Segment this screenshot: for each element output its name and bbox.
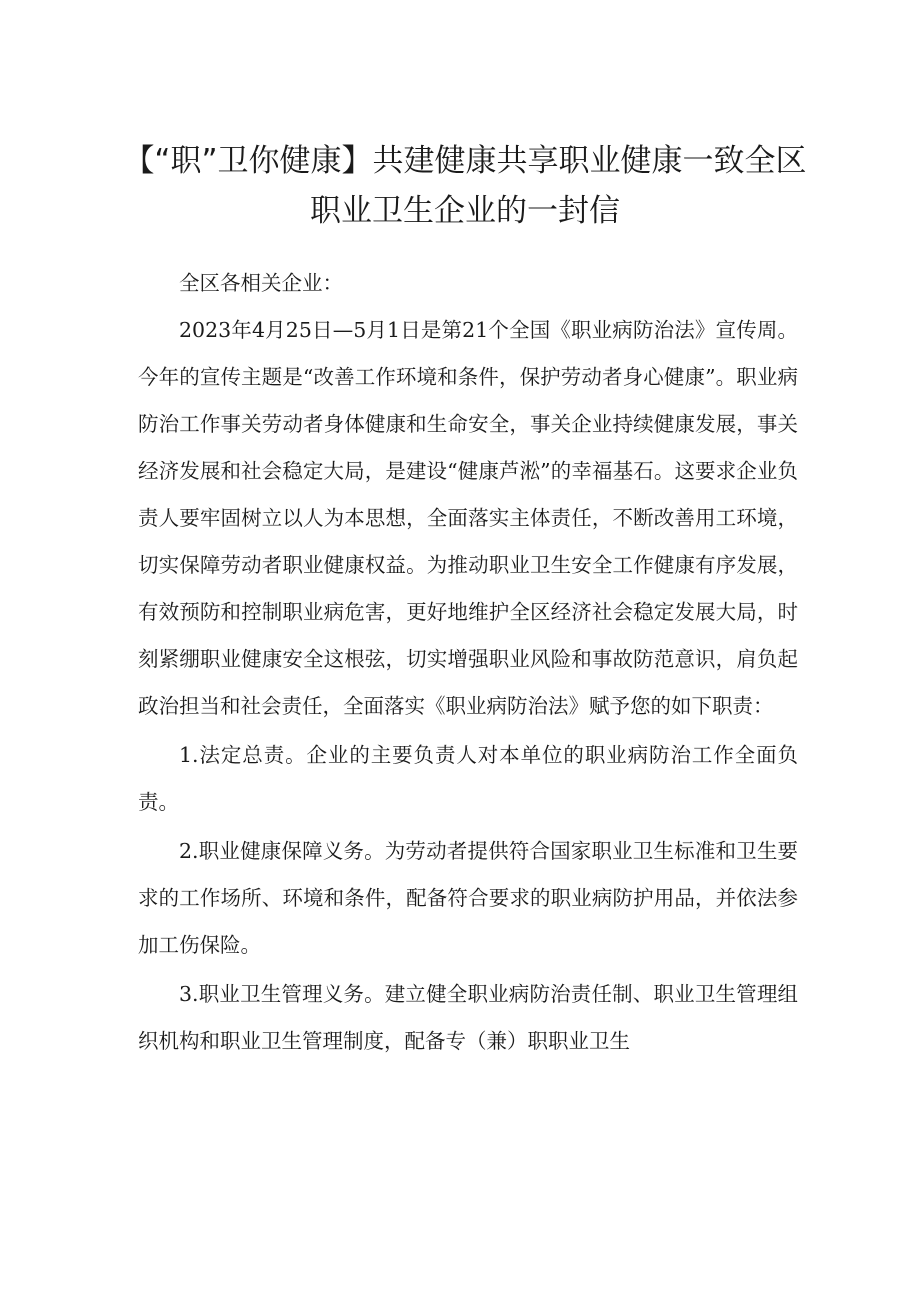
duty-item-1: 1.法定总责。企业的主要负责人对本单位的职业病防治工作全面负责。 xyxy=(138,743,798,814)
salutation: 全区各相关企业： xyxy=(179,271,343,295)
intro-paragraph: 2023年4月25日—5月1日是第21个全国《职业病防治法》宣传周。今年的宣传主题是“改善工作环境和条件，保护劳动者身心健康”。职业病防治工作事关劳动者身体健康和生命安全，事关企业持续健康发展，事关经济发展和社会稳定大局，是建设“健康芦淞”的幸福基石。这要求企业负责人要牢固树立以人为本思想，全面落实主体责任，不断改善用工环境，切实保障劳动者职业健康权益。为推动职业卫生安全工作健康有序发展，有效预防和控制职业病危害，更好地维护全区经济社会稳定发展大局，时刻紧绷职业健康安全这根弦，切实增强职业风险和事故防范意识，肩负起政治担当和社会责任，全面落实《职业病防治法》赋予您的如下职责： xyxy=(138,318,798,718)
duty-item-2: 2.职业健康保障义务。为劳动者提供符合国家职业卫生标准和卫生要求的工作场所、环境和条件，配备符合要求的职业病防护用品，并依法参加工伤保险。 xyxy=(138,839,798,957)
letter-body xyxy=(138,260,798,1065)
page-title: 【“职”卫你健康】共建健康共享职业健康一致全区职业卫生企业的一封信 xyxy=(123,143,807,229)
duty-item-3: 3.职业卫生管理义务。建立健全职业病防治责任制、职业卫生管理组织机构和职业卫生管理制度，配备专（兼）职职业卫生 xyxy=(138,982,798,1053)
